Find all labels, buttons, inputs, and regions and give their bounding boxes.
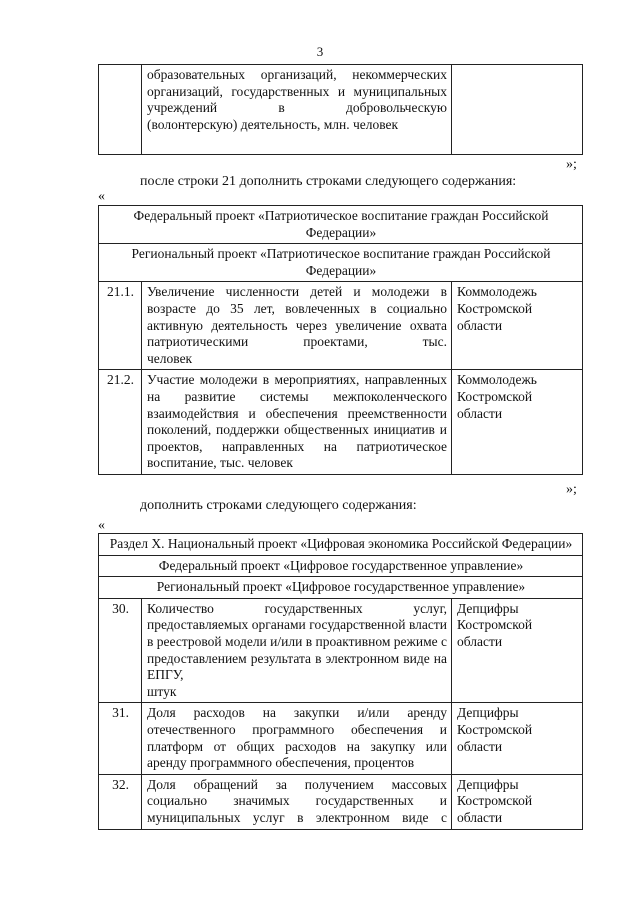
section-row xyxy=(99,534,583,556)
opening-quote: « xyxy=(98,518,105,533)
regional-project-row xyxy=(99,577,583,599)
table-row xyxy=(99,65,583,155)
indicator-text: образовательных организаций, некоммерческих организаций, государственных и муниципальных учреждений в добровольческую xyxy=(147,67,447,116)
indicator-text: Доля расходов на закупки и/или аренду отечественного программного обеспечения и платформ от общих расходов на закупку или xyxy=(147,705,447,754)
table-row xyxy=(99,370,583,475)
regional-project-heading: Региональный проект «Цифровое государственное управление» xyxy=(99,577,583,599)
indicator-cell xyxy=(142,703,452,774)
indicator-text-last-line: человек xyxy=(147,350,193,366)
regional-project-row xyxy=(99,244,583,282)
row-number: 30. xyxy=(99,598,142,703)
opening-quote: « xyxy=(98,189,105,204)
digital-economy-table xyxy=(98,533,583,830)
responsible-agency: Депцифры Костромской области xyxy=(452,598,583,703)
responsible-agency: Коммолодежь Костромской области xyxy=(452,370,583,475)
patriotic-education-table xyxy=(98,205,583,475)
federal-project-heading: Федеральный проект «Патриотическое воспитание граждан Российской Федерации» xyxy=(99,206,583,244)
row-number: 21.2. xyxy=(99,370,142,475)
instruction-text: после строки 21 дополнить строками следующего содержания: xyxy=(140,174,517,189)
indicator-cell xyxy=(142,774,452,829)
top-continuation-table xyxy=(98,64,583,155)
table-row xyxy=(99,703,583,774)
closing-quote: »; xyxy=(566,482,577,497)
responsible-agency: Депцифры Костромской области xyxy=(452,703,583,774)
row-number: 21.1. xyxy=(99,282,142,370)
table-row xyxy=(99,282,583,370)
row-number: 32. xyxy=(99,774,142,829)
row-number-cell xyxy=(99,65,142,155)
row-number: 31. xyxy=(99,703,142,774)
table-row xyxy=(99,598,583,703)
indicator-text: Увеличение численности детей и молодежи в возрасте до 35 лет, вовлеченных в социально активную деятельность через увеличение охвата патриотическими проектами, тыс. xyxy=(147,284,447,350)
page-number: 3 xyxy=(316,44,324,59)
table-row xyxy=(99,774,583,829)
section-heading: Раздел X. Национальный проект «Цифровая экономика Российской Федерации» xyxy=(99,534,583,556)
responsible-agency: Депцифры Костромской области xyxy=(452,774,583,829)
instruction-text: дополнить строками следующего содержания: xyxy=(140,498,417,513)
indicator-cell xyxy=(142,370,452,475)
indicator-text-last-line: аренду программного обеспечения, процентов xyxy=(147,755,415,771)
closing-quote: »; xyxy=(566,157,577,172)
indicator-text: Количество государственных услуг, предоставляемых органами государственной власти в реестровой модели и/или в проактивном режиме с предоставлением результата в электронном виде на ЕПГУ, xyxy=(147,600,447,683)
indicator-text: Доля обращений за получением массовых социально значимых государственных и муниципальных услуг в электронном виде с xyxy=(147,776,447,825)
federal-project-row xyxy=(99,206,583,244)
regional-project-heading: Региональный проект «Патриотическое воспитание граждан Российской Федерации» xyxy=(99,244,583,282)
responsible-agency: Коммолодежь Костромской области xyxy=(452,282,583,370)
indicator-cell xyxy=(142,598,452,703)
federal-project-heading: Федеральный проект «Цифровое государственное управление» xyxy=(99,555,583,577)
indicator-cell xyxy=(142,282,452,370)
indicator-text-last-line: воспитание, тыс. человек xyxy=(147,455,293,471)
indicator-cell xyxy=(142,65,452,155)
indicator-text-last-line: (волонтерскую) деятельность, млн. человек xyxy=(147,116,399,132)
responsible-cell xyxy=(452,65,583,155)
indicator-text: Участие молодежи в мероприятиях, направленных на развитие системы межпоколенческого взаимодействия и обеспечения преемственности поколений, поддержки общественных инициатив и проектов, направленных на патриотическое xyxy=(147,372,447,454)
indicator-text-last-line: штук xyxy=(147,683,177,699)
federal-project-row xyxy=(99,555,583,577)
